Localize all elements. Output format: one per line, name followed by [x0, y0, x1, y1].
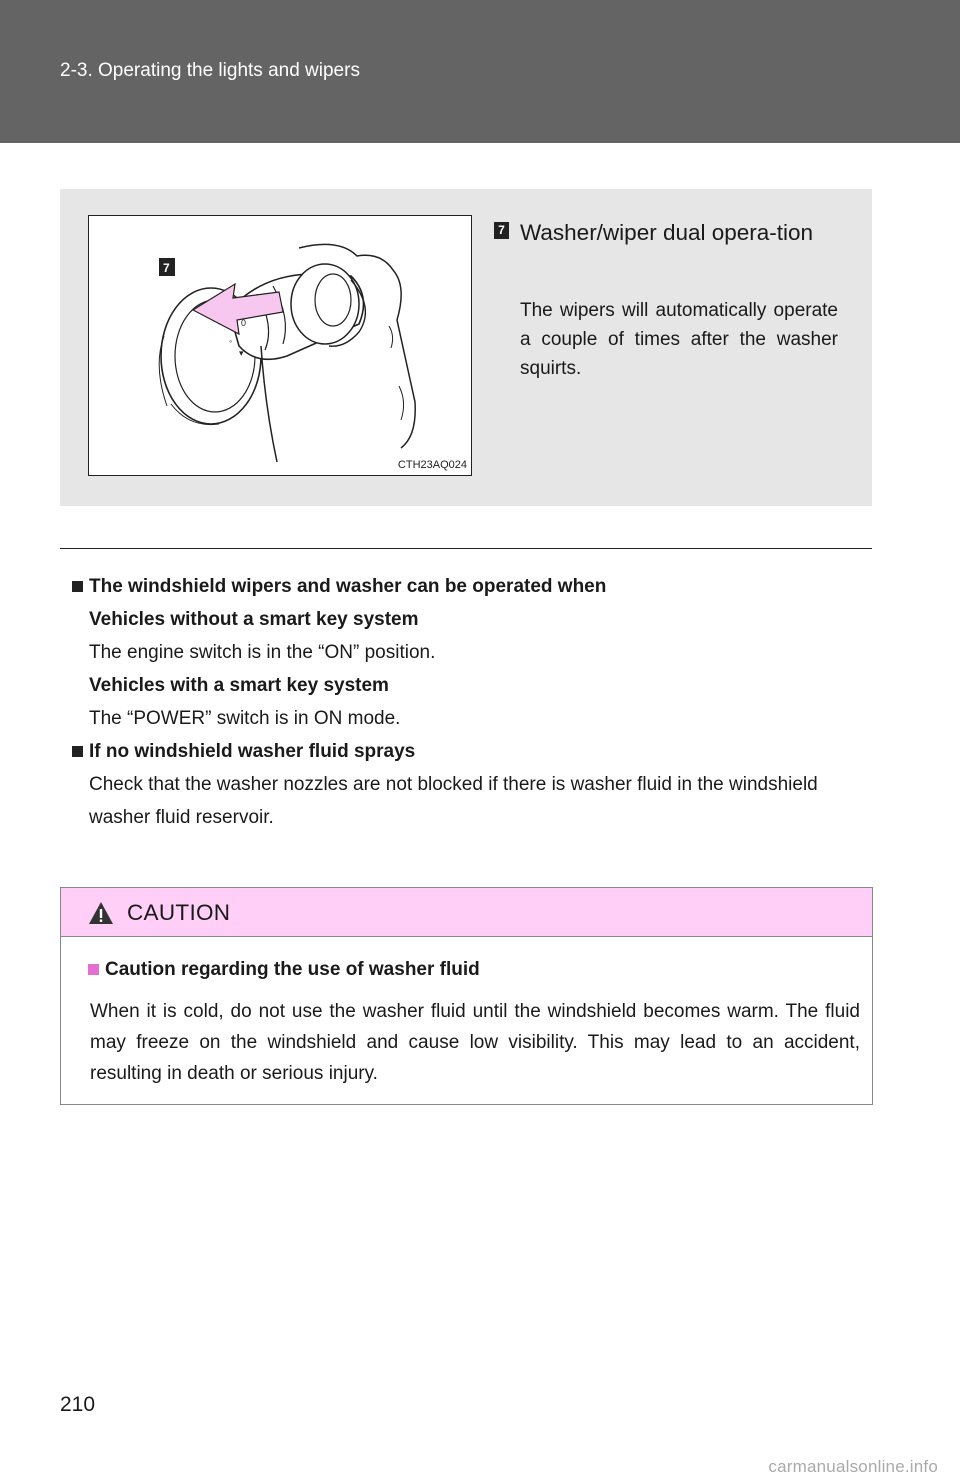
no-fluid-heading: If no windshield washer fluid sprays — [72, 735, 872, 768]
no-fluid-text: Check that the washer nozzles are not blocked if there is washer fluid in the windshield washer fluid reservoir. — [89, 774, 818, 828]
caution-body — [88, 954, 860, 1089]
operate-heading: The windshield wipers and washer can be operated when — [72, 570, 872, 603]
callout-number: 7 — [163, 261, 170, 275]
without-smart-key-label: Vehicles without a smart key system — [89, 609, 419, 630]
watermark: carmanualsonline.info — [768, 1457, 938, 1476]
figure-title: Washer/wiper dual opera-tion — [520, 220, 814, 245]
with-smart-key-label: Vehicles with a smart key system — [89, 675, 389, 696]
square-bullet-icon — [88, 964, 99, 975]
caution-heading: Caution regarding the use of washer fluid — [88, 954, 860, 985]
caution-header — [61, 888, 872, 937]
square-bullet-icon — [72, 746, 83, 757]
figure-panel — [60, 189, 872, 506]
figure-code: CTH23AQ024 — [397, 459, 467, 471]
page-number: 210 — [60, 1393, 96, 1416]
wiper-lever-drawing — [89, 216, 471, 475]
svg-text:▾: ▾ — [239, 348, 244, 358]
svg-text:◦: ◦ — [229, 336, 233, 346]
section-divider — [60, 548, 872, 549]
wiper-illustration — [88, 215, 472, 476]
step-badge: 7 — [494, 222, 509, 239]
square-bullet-icon — [72, 581, 83, 592]
caution-box — [60, 887, 873, 1105]
page-header — [0, 0, 960, 143]
svg-text:0: 0 — [241, 318, 247, 328]
notes-section — [72, 570, 872, 834]
caution-text: When it is cold, do not use the washer fluid until the windshield becomes warm. The fluid may freeze on the windshield and cause low visibility. This may lead to an accident, resulting in death or serious injury. — [90, 1001, 860, 1084]
caution-title: CAUTION — [127, 900, 231, 925]
warning-triangle-icon — [88, 901, 114, 925]
section-title: 2-3. Operating the lights and wipers — [60, 60, 360, 81]
without-smart-key-text: The engine switch is in the “ON” position. — [89, 642, 436, 663]
figure-description: The wipers will automatically operate a couple of times after the washer squirts. — [520, 300, 838, 379]
with-smart-key-text: The “POWER” switch is in ON mode. — [89, 708, 401, 729]
